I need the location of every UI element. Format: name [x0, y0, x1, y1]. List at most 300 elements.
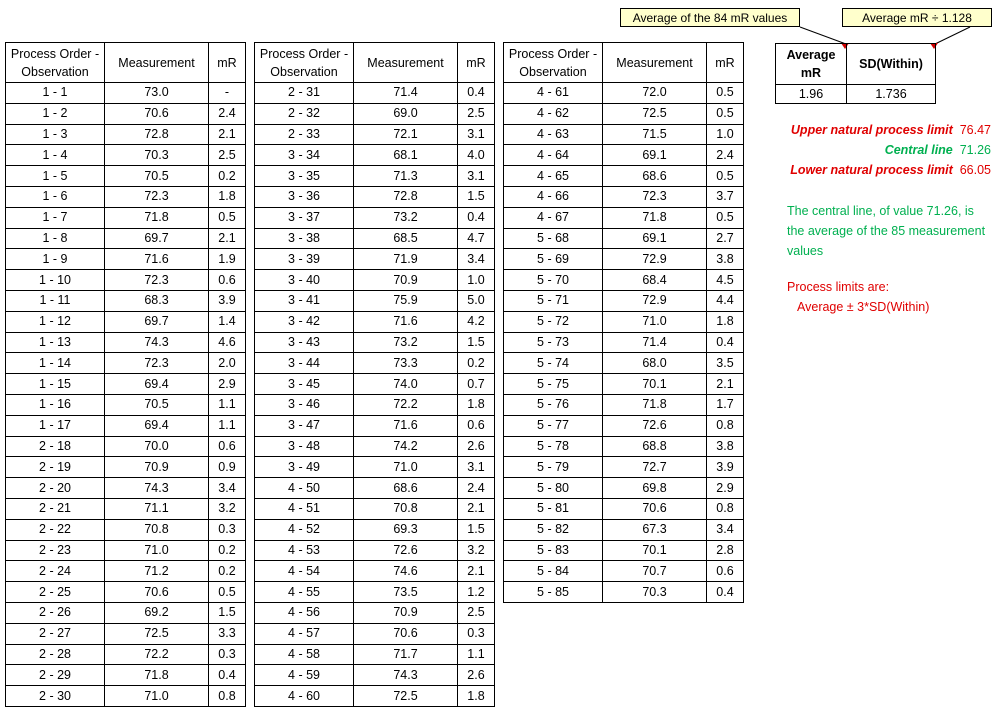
measurement-cell: 71.0: [105, 540, 209, 561]
upper-limit-row: [791, 123, 991, 137]
table-row: [504, 394, 744, 415]
measurement-cell: 71.6: [354, 415, 458, 436]
mr-cell: 0.5: [707, 103, 744, 124]
table-row: [6, 644, 246, 665]
observation-cell: 4 - 57: [255, 623, 354, 644]
mr-cell: 3.5: [707, 353, 744, 374]
mr-cell: 0.2: [209, 166, 246, 187]
measurement-cell: 74.3: [105, 478, 209, 499]
measurement-cell: 73.5: [354, 582, 458, 603]
observation-cell: 5 - 84: [504, 561, 603, 582]
mr-cell: 3.8: [707, 249, 744, 270]
measurement-cell: 71.8: [105, 207, 209, 228]
table-row: [255, 186, 495, 207]
mr-cell: 2.6: [458, 665, 495, 686]
mr-cell: -: [209, 83, 246, 104]
mr-cell: 1.5: [209, 602, 246, 623]
measurement-cell: 72.9: [603, 249, 707, 270]
stats-table: [775, 43, 936, 104]
observation-cell: 2 - 24: [6, 561, 105, 582]
observation-cell: 4 - 59: [255, 665, 354, 686]
header-process-order: Process Order - Observation: [6, 43, 105, 83]
table-row: [6, 228, 246, 249]
mr-cell: 0.2: [209, 540, 246, 561]
measurement-cell: 71.0: [105, 686, 209, 707]
mr-cell: 0.4: [209, 665, 246, 686]
measurement-cell: 71.0: [354, 457, 458, 478]
table-row: [504, 353, 744, 374]
observation-cell: 3 - 35: [255, 166, 354, 187]
measurement-cell: 70.3: [603, 582, 707, 603]
observation-cell: 2 - 27: [6, 623, 105, 644]
measurement-cell: 70.6: [603, 498, 707, 519]
table-row: [255, 644, 495, 665]
observation-cell: 1 - 11: [6, 290, 105, 311]
mr-cell: 0.4: [458, 83, 495, 104]
table-row: [6, 457, 246, 478]
measurement-cell: 72.2: [354, 394, 458, 415]
observation-cell: 4 - 52: [255, 519, 354, 540]
mr-cell: 2.6: [458, 436, 495, 457]
table-row: [255, 561, 495, 582]
measurement-cell: 69.3: [354, 519, 458, 540]
observation-cell: 1 - 8: [6, 228, 105, 249]
mr-cell: 3.1: [458, 124, 495, 145]
observation-cell: 1 - 6: [6, 186, 105, 207]
table-row: [255, 665, 495, 686]
observation-cell: 5 - 70: [504, 270, 603, 291]
mr-cell: 2.9: [707, 478, 744, 499]
observation-cell: 1 - 16: [6, 394, 105, 415]
observation-cell: 1 - 13: [6, 332, 105, 353]
observation-cell: 2 - 22: [6, 519, 105, 540]
mr-cell: 1.0: [458, 270, 495, 291]
table-row: [6, 540, 246, 561]
mr-cell: 3.2: [458, 540, 495, 561]
observation-cell: 3 - 39: [255, 249, 354, 270]
observation-cell: 2 - 19: [6, 457, 105, 478]
mr-cell: 2.4: [209, 103, 246, 124]
observation-cell: 4 - 55: [255, 582, 354, 603]
table-row: [504, 186, 744, 207]
mr-cell: 0.5: [707, 166, 744, 187]
mr-cell: 0.3: [209, 644, 246, 665]
table-row: [255, 374, 495, 395]
observation-cell: 1 - 9: [6, 249, 105, 270]
measurement-cell: 68.3: [105, 290, 209, 311]
table-row: [504, 290, 744, 311]
observation-cell: 1 - 1: [6, 83, 105, 104]
observation-cell: 3 - 38: [255, 228, 354, 249]
table-row: [255, 519, 495, 540]
measurement-cell: 71.8: [603, 207, 707, 228]
table-row: [255, 103, 495, 124]
measurement-cell: 71.1: [105, 498, 209, 519]
observation-cell: 4 - 51: [255, 498, 354, 519]
header-mr: mR: [707, 43, 744, 83]
table-row: [504, 498, 744, 519]
observation-cell: 5 - 68: [504, 228, 603, 249]
mr-cell: 0.3: [209, 519, 246, 540]
measurement-cell: 72.0: [603, 83, 707, 104]
table-row: [6, 124, 246, 145]
table-row: [504, 519, 744, 540]
avg-comment-connector: [800, 27, 846, 44]
measurement-cell: 70.8: [354, 498, 458, 519]
observation-cell: 2 - 32: [255, 103, 354, 124]
observation-cell: 5 - 78: [504, 436, 603, 457]
measurement-cell: 72.5: [105, 623, 209, 644]
mr-cell: 3.1: [458, 457, 495, 478]
observation-cell: 1 - 12: [6, 311, 105, 332]
avg-mr-comment: Average of the 84 mR values: [620, 8, 800, 27]
table-row: [6, 270, 246, 291]
observation-cell: 4 - 65: [504, 166, 603, 187]
observation-cell: 4 - 53: [255, 540, 354, 561]
observation-cell: 2 - 31: [255, 83, 354, 104]
observation-cell: 5 - 76: [504, 394, 603, 415]
header-measurement: Measurement: [603, 43, 707, 83]
measurement-cell: 72.3: [105, 353, 209, 374]
observation-cell: 2 - 25: [6, 582, 105, 603]
measurement-cell: 72.2: [105, 644, 209, 665]
mr-cell: 4.5: [707, 270, 744, 291]
observation-cell: 5 - 82: [504, 519, 603, 540]
central-note-line: The central line, of value 71.26, is: [787, 204, 974, 218]
measurement-cell: 74.2: [354, 436, 458, 457]
mr-cell: 2.1: [707, 374, 744, 395]
measurement-cell: 70.6: [105, 582, 209, 603]
observation-cell: 5 - 80: [504, 478, 603, 499]
limits-note-line: Average ± 3*SD(Within): [797, 300, 930, 314]
average-mr-value: 1.96: [776, 85, 847, 104]
measurement-cell: 69.8: [603, 478, 707, 499]
table-row: [6, 249, 246, 270]
measurement-cell: 73.2: [354, 332, 458, 353]
header-process-order: Process Order - Observation: [255, 43, 354, 83]
measurement-cell: 71.4: [354, 83, 458, 104]
limits-note-line: Process limits are:: [787, 280, 890, 294]
measurement-cell: 73.3: [354, 353, 458, 374]
mr-cell: 0.7: [458, 374, 495, 395]
measurement-cell: 71.4: [603, 332, 707, 353]
table-row: [255, 124, 495, 145]
observation-cell: 5 - 75: [504, 374, 603, 395]
table-row: [504, 166, 744, 187]
measurement-cell: 68.0: [603, 353, 707, 374]
table-row: [504, 83, 744, 104]
table-row: [255, 478, 495, 499]
mr-cell: 2.1: [458, 561, 495, 582]
observation-cell: 5 - 74: [504, 353, 603, 374]
table-row: [6, 166, 246, 187]
central-note-line: the average of the 85 measurement: [787, 224, 986, 238]
table-row: [255, 290, 495, 311]
observation-cell: 5 - 83: [504, 540, 603, 561]
table-row: [6, 519, 246, 540]
observation-cell: 1 - 4: [6, 145, 105, 166]
table-row: [255, 394, 495, 415]
lower-limit-row: [790, 163, 991, 177]
header-mr: mR: [458, 43, 495, 83]
table-row: [255, 415, 495, 436]
mr-cell: 2.1: [209, 124, 246, 145]
mr-cell: 2.4: [707, 145, 744, 166]
mr-cell: 2.7: [707, 228, 744, 249]
mr-cell: 0.6: [458, 415, 495, 436]
observation-cell: 1 - 2: [6, 103, 105, 124]
measurement-cell: 70.1: [603, 540, 707, 561]
measurement-cell: 69.0: [354, 103, 458, 124]
table-row: [504, 478, 744, 499]
measurement-cell: 69.4: [105, 374, 209, 395]
table-row: [6, 145, 246, 166]
mr-cell: 0.4: [707, 582, 744, 603]
observation-cell: 3 - 42: [255, 311, 354, 332]
mr-cell: 0.6: [209, 436, 246, 457]
table-row: [6, 311, 246, 332]
table-row: [255, 353, 495, 374]
measurement-cell: 71.6: [354, 311, 458, 332]
observation-cell: 4 - 64: [504, 145, 603, 166]
table-row: [255, 228, 495, 249]
measurement-cell: 72.8: [354, 186, 458, 207]
measurement-cell: 71.8: [603, 394, 707, 415]
table-row: [6, 561, 246, 582]
mr-cell: 1.8: [707, 311, 744, 332]
measurement-cell: 72.3: [603, 186, 707, 207]
mr-cell: 3.9: [209, 290, 246, 311]
measurement-cell: 70.8: [105, 519, 209, 540]
observation-cell: 4 - 56: [255, 602, 354, 623]
observation-cell: 5 - 77: [504, 415, 603, 436]
measurement-cell: 69.7: [105, 228, 209, 249]
table-row: [255, 623, 495, 644]
header-average-mr: Average mR: [776, 44, 847, 85]
mr-cell: 2.1: [209, 228, 246, 249]
table-row: [6, 582, 246, 603]
observation-cell: 5 - 73: [504, 332, 603, 353]
measurement-cell: 70.6: [105, 103, 209, 124]
observation-cell: 4 - 63: [504, 124, 603, 145]
lower-limit-value: 66.05: [959, 163, 991, 177]
table-row: [504, 270, 744, 291]
mr-cell: 5.0: [458, 290, 495, 311]
mr-cell: 1.1: [209, 415, 246, 436]
mr-cell: 0.5: [707, 207, 744, 228]
mr-cell: 0.5: [209, 207, 246, 228]
measurement-cell: 71.2: [105, 561, 209, 582]
mr-cell: 1.7: [707, 394, 744, 415]
header-process-order: Process Order - Observation: [504, 43, 603, 83]
observation-cell: 3 - 44: [255, 353, 354, 374]
observation-cell: 3 - 40: [255, 270, 354, 291]
table-row: [6, 290, 246, 311]
observation-cell: 3 - 48: [255, 436, 354, 457]
measurement-cell: 70.7: [603, 561, 707, 582]
observation-cell: 2 - 18: [6, 436, 105, 457]
measurement-cell: 74.0: [354, 374, 458, 395]
measurement-cell: 68.6: [354, 478, 458, 499]
mr-cell: 1.1: [458, 644, 495, 665]
observation-cell: 2 - 29: [6, 665, 105, 686]
mr-cell: 0.5: [209, 582, 246, 603]
table-row: [6, 186, 246, 207]
observation-cell: 5 - 69: [504, 249, 603, 270]
central-line-label: Central line: [884, 143, 953, 157]
measurement-cell: 69.7: [105, 311, 209, 332]
measurement-table-1: [5, 42, 246, 707]
table-row: [6, 436, 246, 457]
upper-limit-label: Upper natural process limit: [790, 123, 953, 137]
mr-cell: 1.8: [458, 686, 495, 707]
mr-cell: 4.4: [707, 290, 744, 311]
sd-comment-connector: [935, 27, 970, 44]
table-row: [504, 311, 744, 332]
mr-cell: 3.4: [209, 478, 246, 499]
mr-cell: 1.9: [209, 249, 246, 270]
table-row: [255, 270, 495, 291]
measurement-cell: 69.4: [105, 415, 209, 436]
mr-cell: 0.4: [707, 332, 744, 353]
measurement-cell: 72.8: [105, 124, 209, 145]
measurement-cell: 68.5: [354, 228, 458, 249]
mr-cell: 0.6: [707, 561, 744, 582]
measurement-cell: 71.3: [354, 166, 458, 187]
central-note-line: values: [787, 244, 824, 258]
observation-cell: 4 - 50: [255, 478, 354, 499]
table-row: [6, 602, 246, 623]
measurement-cell: 70.9: [354, 602, 458, 623]
observation-cell: 3 - 43: [255, 332, 354, 353]
observation-cell: 2 - 21: [6, 498, 105, 519]
mr-cell: 3.3: [209, 623, 246, 644]
table-row: [6, 498, 246, 519]
measurement-cell: 71.8: [105, 665, 209, 686]
mr-cell: 0.8: [209, 686, 246, 707]
table-row: [255, 457, 495, 478]
measurement-cell: 68.1: [354, 145, 458, 166]
mr-cell: 1.2: [458, 582, 495, 603]
mr-cell: 2.4: [458, 478, 495, 499]
mr-cell: 2.1: [458, 498, 495, 519]
measurement-cell: 69.1: [603, 145, 707, 166]
measurement-cell: 70.3: [105, 145, 209, 166]
observation-cell: 3 - 49: [255, 457, 354, 478]
measurement-cell: 74.3: [105, 332, 209, 353]
measurement-cell: 71.9: [354, 249, 458, 270]
measurement-cell: 70.9: [354, 270, 458, 291]
mr-cell: 4.0: [458, 145, 495, 166]
lower-limit-label: Lower natural process limit: [790, 163, 953, 177]
measurement-cell: 70.6: [354, 623, 458, 644]
measurement-cell: 73.2: [354, 207, 458, 228]
table-row: [6, 103, 246, 124]
table-row: [6, 353, 246, 374]
observation-cell: 5 - 72: [504, 311, 603, 332]
measurement-cell: 75.9: [354, 290, 458, 311]
measurement-cell: 72.7: [603, 457, 707, 478]
observation-cell: 5 - 79: [504, 457, 603, 478]
sd-within-comment: Average mR ÷ 1.128: [842, 8, 992, 27]
measurement-cell: 72.3: [105, 186, 209, 207]
measurement-cell: 70.5: [105, 166, 209, 187]
upper-limit-value: 76.47: [959, 123, 991, 137]
mr-cell: 0.2: [458, 353, 495, 374]
observation-cell: 4 - 62: [504, 103, 603, 124]
table-row: [6, 415, 246, 436]
table-row: [504, 457, 744, 478]
table-row: [255, 582, 495, 603]
mr-cell: 3.7: [707, 186, 744, 207]
mr-cell: 3.4: [707, 519, 744, 540]
measurement-cell: 69.1: [603, 228, 707, 249]
table-row: [6, 207, 246, 228]
measurement-cell: 72.6: [603, 415, 707, 436]
observation-cell: 4 - 61: [504, 83, 603, 104]
table-row: [6, 83, 246, 104]
measurement-cell: 74.6: [354, 561, 458, 582]
table-row: [504, 436, 744, 457]
table-row: [504, 145, 744, 166]
header-sd-within: SD(Within): [847, 44, 936, 85]
mr-cell: 1.5: [458, 519, 495, 540]
measurement-cell: 70.9: [105, 457, 209, 478]
mr-cell: 2.8: [707, 540, 744, 561]
observation-cell: 3 - 34: [255, 145, 354, 166]
table-row: [255, 249, 495, 270]
measurement-cell: 72.9: [603, 290, 707, 311]
table-row: [504, 540, 744, 561]
measurement-cell: 71.0: [603, 311, 707, 332]
table-row: [255, 311, 495, 332]
measurement-cell: 70.0: [105, 436, 209, 457]
table-row: [255, 436, 495, 457]
measurement-cell: 69.2: [105, 602, 209, 623]
table-row: [504, 415, 744, 436]
measurement-cell: 73.0: [105, 83, 209, 104]
observation-cell: 1 - 3: [6, 124, 105, 145]
table-row: [255, 207, 495, 228]
table-row: [6, 686, 246, 707]
measurement-table-3: [503, 42, 744, 603]
table-row: [504, 207, 744, 228]
measurement-cell: 72.1: [354, 124, 458, 145]
observation-cell: 1 - 17: [6, 415, 105, 436]
observation-cell: 5 - 81: [504, 498, 603, 519]
mr-cell: 0.5: [707, 83, 744, 104]
header-measurement: Measurement: [105, 43, 209, 83]
observation-cell: 1 - 14: [6, 353, 105, 374]
mr-cell: 1.0: [707, 124, 744, 145]
measurement-table-2: [254, 42, 495, 707]
table-row: [504, 124, 744, 145]
central-line-value: 71.26: [959, 143, 991, 157]
table-row: [6, 374, 246, 395]
mr-cell: 0.8: [707, 498, 744, 519]
table-row: [6, 665, 246, 686]
mr-cell: 3.8: [707, 436, 744, 457]
mr-cell: 2.5: [458, 602, 495, 623]
mr-cell: 2.9: [209, 374, 246, 395]
mr-cell: 1.4: [209, 311, 246, 332]
measurement-cell: 68.6: [603, 166, 707, 187]
table-row: [255, 540, 495, 561]
measurement-cell: 68.4: [603, 270, 707, 291]
observation-cell: 2 - 26: [6, 602, 105, 623]
header-measurement: Measurement: [354, 43, 458, 83]
table-row: [504, 561, 744, 582]
